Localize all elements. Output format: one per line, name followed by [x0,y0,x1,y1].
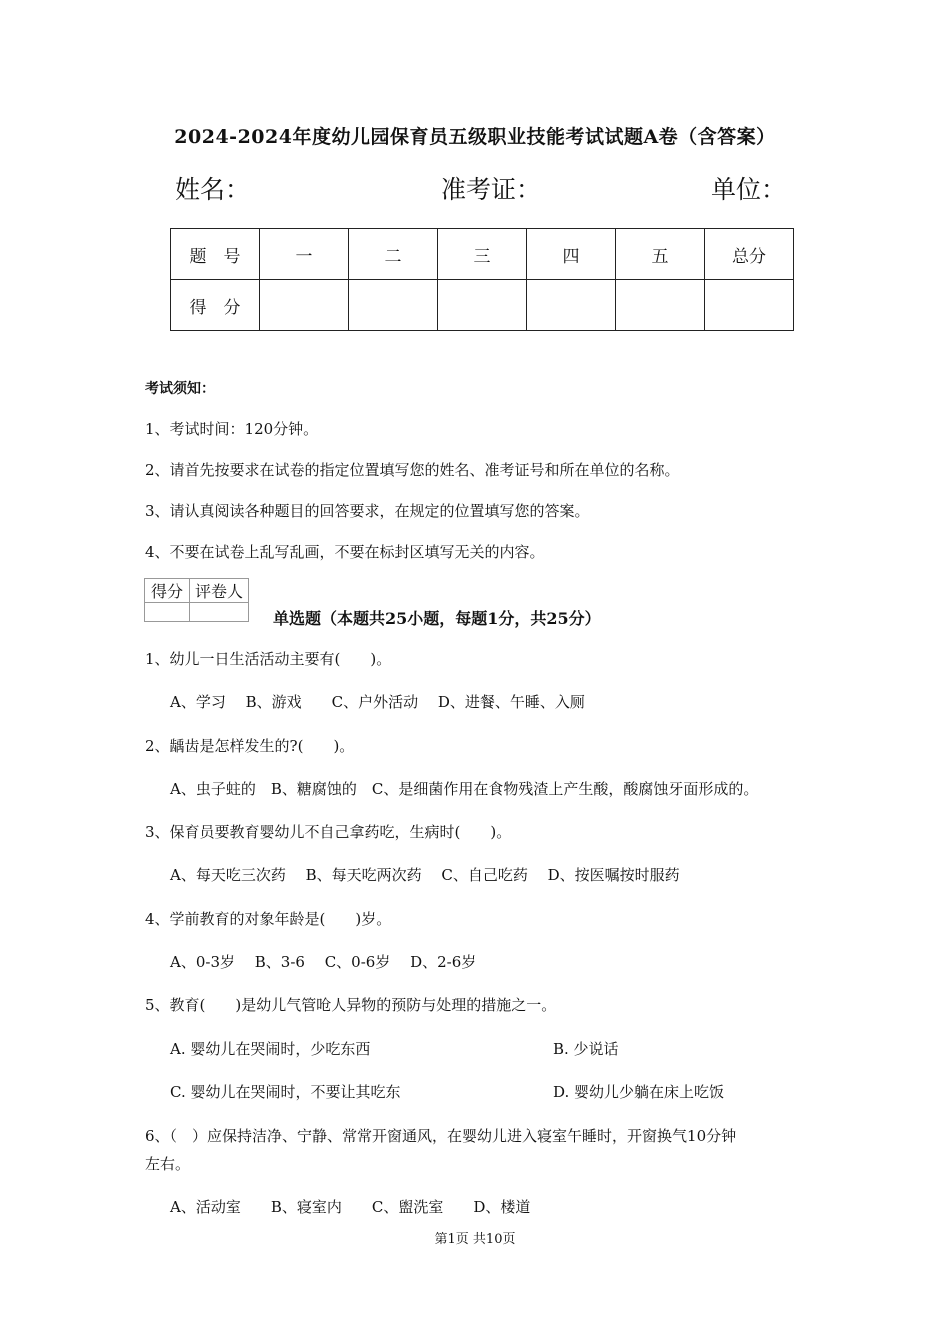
question-3: 3、保育员要教育婴幼儿不自己拿药吃，生病时( )。 [145,823,512,841]
question-3-options: A、每天吃三次药 B、每天吃两次药 C、自己吃药 D、按医嘱按时服药 [170,866,680,884]
score-table-col-3: 三 [438,229,527,280]
section-title: 单选题（本题共25小题，每题1分，共25分） [273,609,601,628]
score-table [170,228,794,331]
question-5-option-c: C. 婴幼儿在哭闹时，不要让其吃东 [170,1083,401,1101]
grader-table-cell [190,603,249,622]
question-5-option-b: B. 少说话 [553,1040,619,1058]
question-2-options: A、虫子蛀的 B、糖腐蚀的 C、是细菌作用在食物残渣上产生酸，酸腐蚀牙面形成的。 [170,780,759,798]
score-table-col-1: 一 [260,229,349,280]
score-cell [438,280,527,331]
grader-table-cell [145,603,190,622]
question-4-options: A、0-3岁 B、3-6 C、0-6岁 D、2-6岁 [170,953,477,971]
score-table-col-4: 四 [527,229,616,280]
score-cell [616,280,705,331]
question-6-options: A、活动室 B、寝室内 C、盥洗室 D、楼道 [170,1198,531,1216]
notice-item: 4、不要在试卷上乱写乱画，不要在标封区填写无关的内容。 [145,543,545,561]
score-table-header-label: 题 号 [171,229,260,280]
score-table-col-2: 二 [349,229,438,280]
notice-item: 3、请认真阅读各种题目的回答要求，在规定的位置填写您的答案。 [145,502,590,520]
grader-table-score-label: 得分 [145,579,190,603]
notice-item: 1、考试时间：120分钟。 [145,420,319,438]
grader-table-grader-label: 评卷人 [190,579,249,603]
question-4: 4、学前教育的对象年龄是( )岁。 [145,910,392,928]
score-table-col-total: 总分 [705,229,794,280]
question-5-option-a: A. 婴幼儿在哭闹时，少吃东西 [170,1040,371,1058]
notice-item: 2、请首先按要求在试卷的指定位置填写您的姓名、准考证号和所在单位的名称。 [145,461,680,479]
question-1-options: A、学习 B、游戏 C、户外活动 D、进餐、午睡、入厕 [170,693,585,711]
score-cell [705,280,794,331]
score-cell [527,280,616,331]
score-table-score-label: 得 分 [171,280,260,331]
notice-heading: 考试须知： [145,381,215,397]
grader-table [144,578,249,622]
score-table-header-row [171,229,794,280]
name-field-label: 姓名： [175,175,251,204]
question-5: 5、教育( )是幼儿气管呛人异物的预防与处理的措施之一。 [145,996,557,1014]
question-6-line-1: 6、（ ）应保持洁净、宁静、常常开窗通风，在婴幼儿进入寝室午睡时，开窗换气10分钟 [145,1127,737,1145]
exam-number-field-label: 准考证： [441,175,542,204]
question-6-line-2: 左右。 [145,1155,191,1173]
question-5-option-d: D. 婴幼儿少躺在床上吃饭 [553,1083,725,1101]
question-2: 2、龋齿是怎样发生的?( )。 [145,737,355,755]
score-table-col-5: 五 [616,229,705,280]
score-cell [260,280,349,331]
unit-field-label: 单位： [711,175,787,204]
score-table-score-row [171,280,794,331]
page-footer: 第1页 共10页 [434,1232,516,1247]
score-cell [349,280,438,331]
question-1: 1、幼儿一日生活活动主要有( )。 [145,650,392,668]
page-title: 2024-2024年度幼儿园保育员五级职业技能考试试题A卷（含答案） [174,126,776,148]
